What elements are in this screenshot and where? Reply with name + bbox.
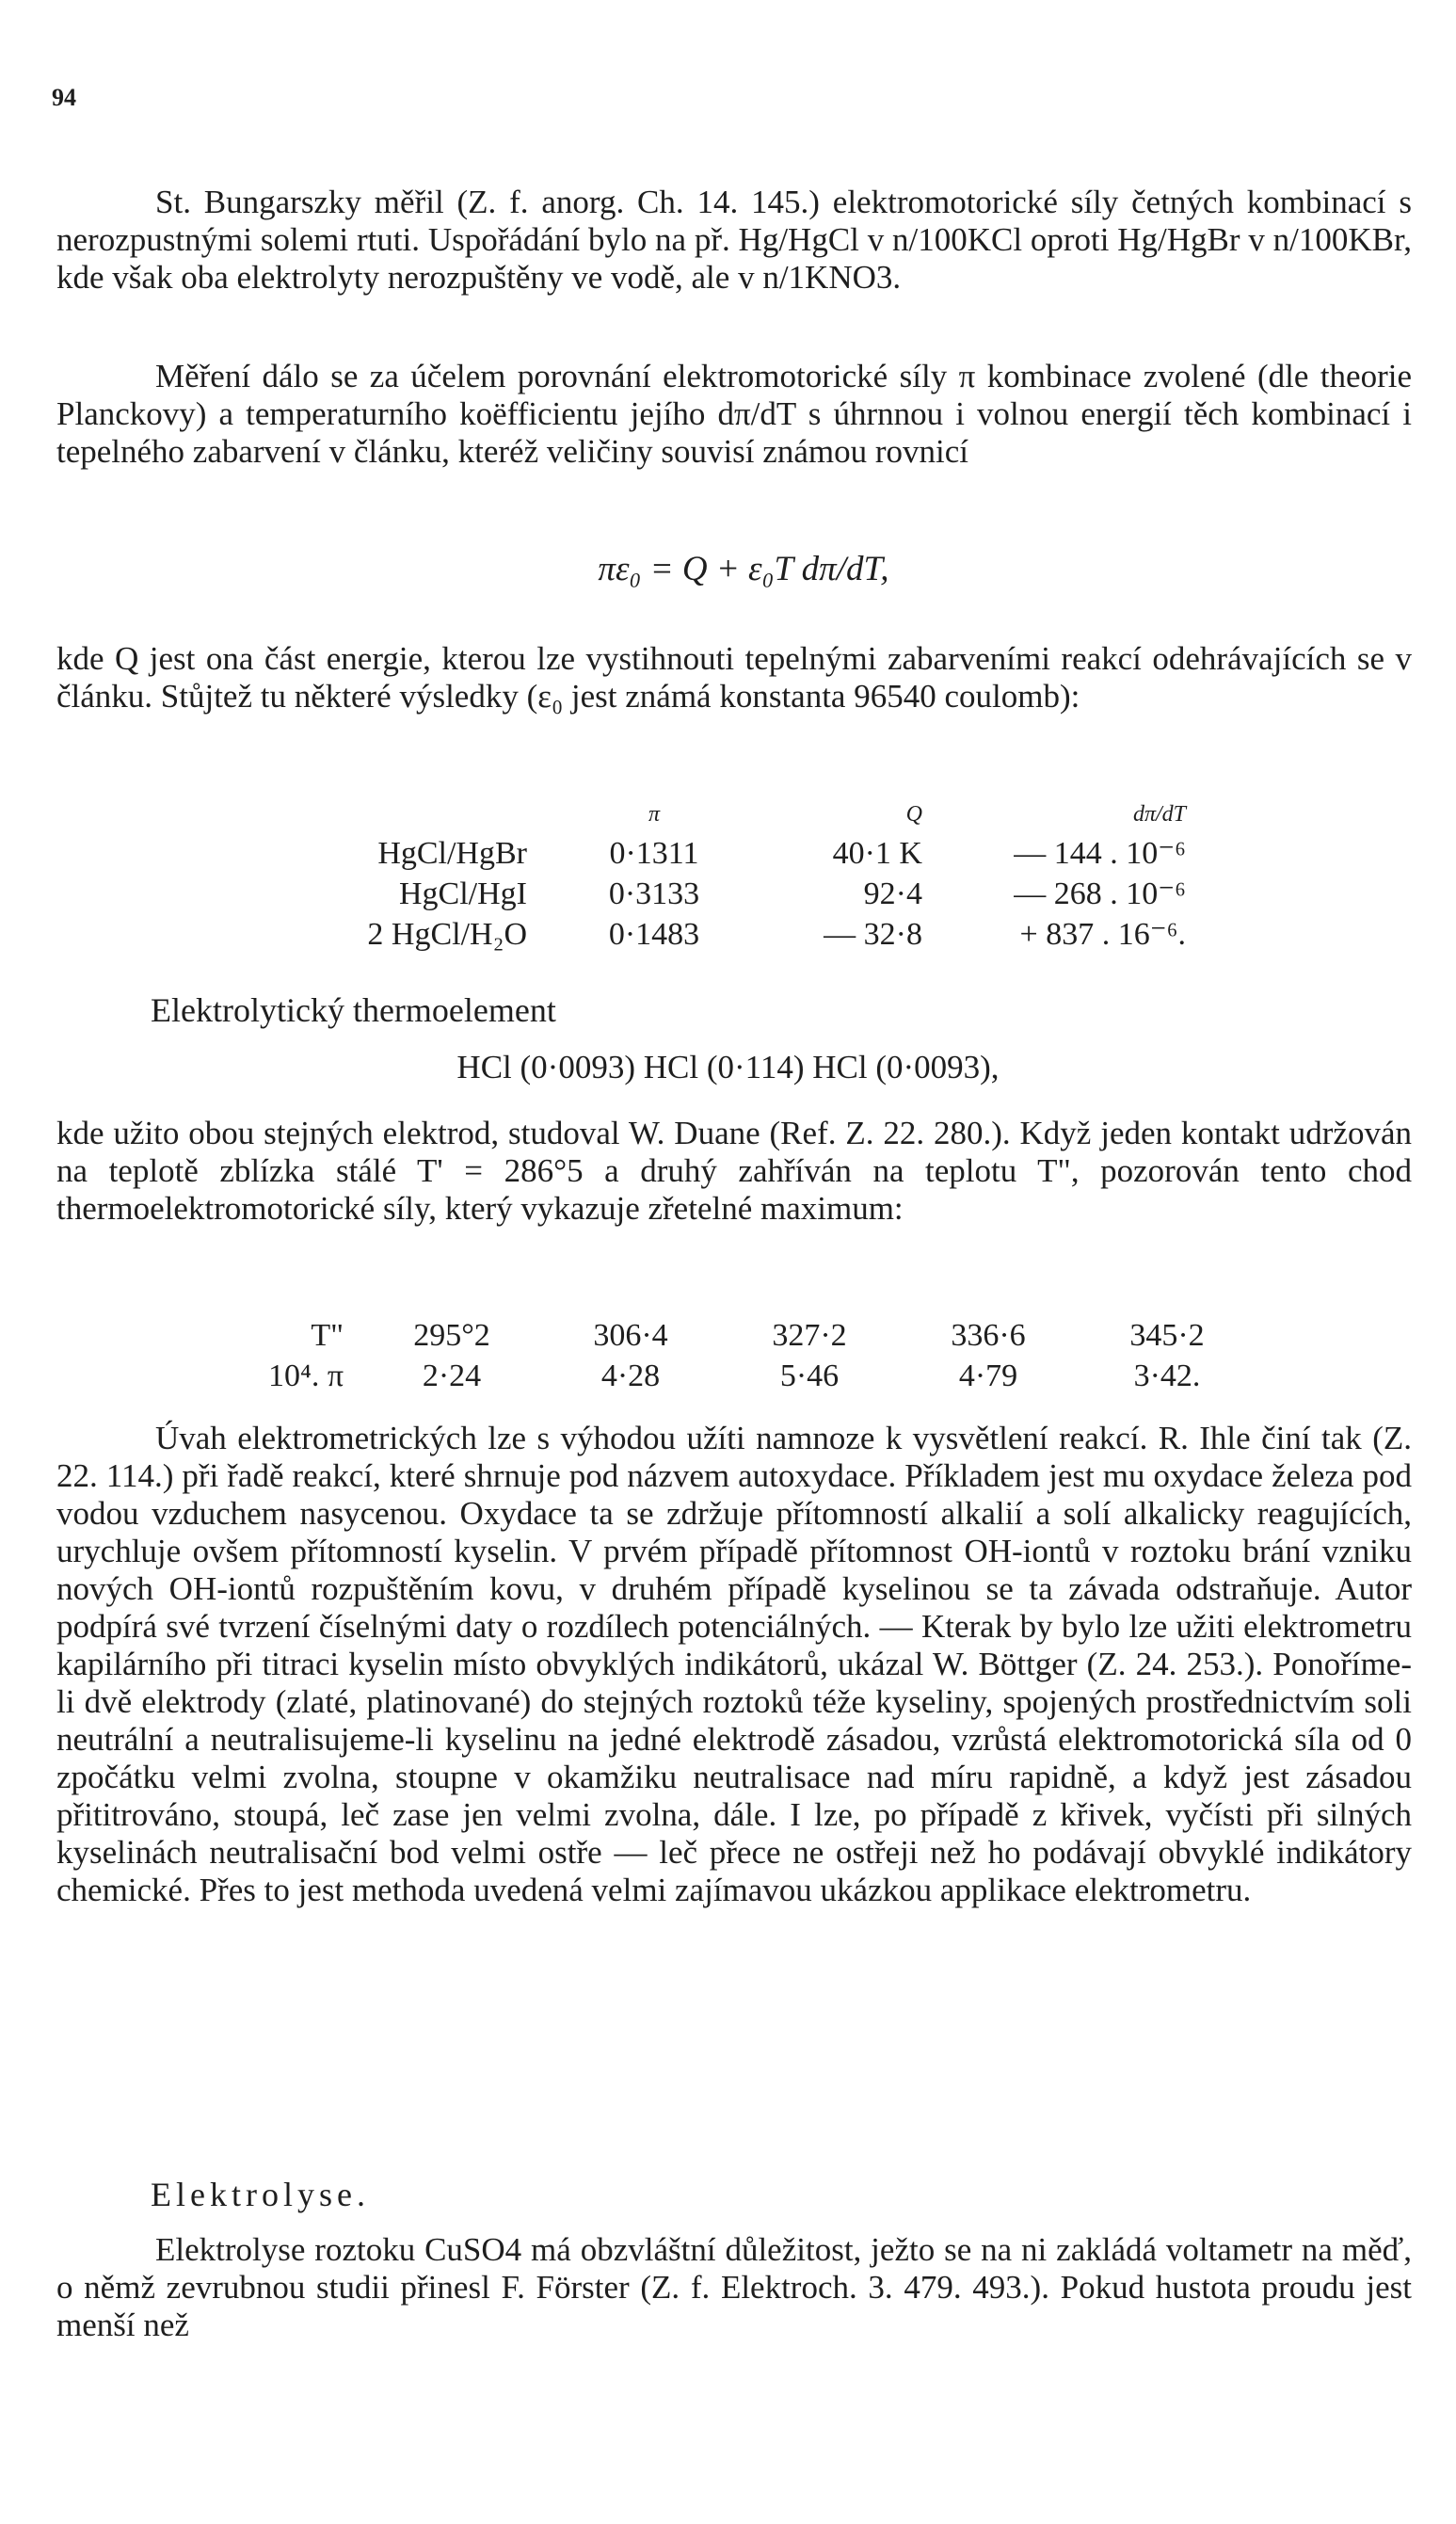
heading-elektrolyse: Elektrolyse. <box>151 2176 370 2213</box>
paragraph-results-intro: kde Q jest ona část energie, kterou lze vystihnouti tepelnými zabarveními reakcí odehrávajících se v článku. Stůjtež tu některé výsledky (ε₀ jest známá konstanta 96540 coulomb): <box>56 640 1412 715</box>
table-cell: + 837 . 16⁻⁶. <box>1019 916 1186 952</box>
thermo-table <box>240 1315 1256 1396</box>
table-cell: — 32·8 <box>824 916 922 952</box>
table-cell: 295°2 <box>413 1317 490 1353</box>
paragraph-bungarszky: St. Bungarszky měřil (Z. f. anorg. Ch. 14. 145.) elektromotorické síly četných kombinací s nerozpustnými solemi rtuti. Uspořádání bylo na př. Hg/HgCl v n/100KCl oproti Hg/HgBr v n/100KBr, kde však oba elektrolyty nerozpuštěny ve vodě, ale v n/1KNO3. <box>56 184 1412 296</box>
thermoelement-formula: HCl (0·0093) HCl (0·114) HCl (0·0093), <box>456 1049 1000 1085</box>
table-cell: — 268 . 10⁻⁶ <box>1014 876 1186 911</box>
table-cell: 0·1311 <box>609 835 699 871</box>
table-cell: 0·3133 <box>608 876 700 911</box>
header-cell <box>264 796 555 833</box>
table-cell: 345·2 <box>1129 1317 1205 1353</box>
paragraph-measurement: Měření dálo se za účelem porovnání elektromotorické síly π kombinace zvolené (dle theorie Planckovy) a temperaturního koëfficientu jejího dπ/dT s úhrnnou i volnou energií těch kombinací i tepelného zabarvení v článku, kteréž veličiny souvisí známou rovnicí <box>56 358 1412 470</box>
table-cell: 306·4 <box>593 1317 668 1353</box>
heading-thermoelement: Elektrolytický thermoelement <box>151 991 556 1029</box>
results-table-header <box>264 796 1186 833</box>
table-row <box>264 833 1186 874</box>
paragraph-cuso4: Elektrolyse roztoku CuSO4 má obzvláštní důležitost, ježto se na ni zakládá voltametr na měď, o němž zevrubnou studii přinesl F. Förster (Z. f. Elektroch. 3. 479. 493.). Pokud hustota proudu jest menší než <box>56 2231 1412 2343</box>
table-cell: HgCl/HgBr <box>377 835 527 871</box>
table-cell: 4·28 <box>600 1358 661 1393</box>
page-number: 94 <box>52 84 76 111</box>
table-cell: 2·24 <box>422 1358 482 1393</box>
table-cell: HgCl/HgI <box>399 876 527 911</box>
results-table <box>264 796 1186 955</box>
paragraph-electrometric: Úvah elektrometrických lze s výhodou užíti namnoze k vysvětlení reakcí. R. Ihle činí tak (Z. 22. 114.) při řadě reakcí, které shrnuje pod názvem autoxydace. Příkladem jest mu oxydace železa pod vodou vzduchem nasycenou. Oxydace ta se zdržuje přítomností alkalií a solí alkalicky reagujících, urychluje ovšem přítomností kyselin. V prvém případě přítomnost OH-iontů v roztoku brání vzniku nových OH-iontů rozpuštěním kovu, v druhém případě kyselinou se ta závada odstraňuje. Autor podpírá své tvrzení číselnými daty o rozdílech potenciálných. — Kterak by bylo lze užiti elektrometru kapilárního při titraci kyselin místo obvyklých indikátorů, ukázal W. Böttger (Z. 24. 253.). Ponoříme-li dvě elektrody (zlaté, platinované) do stejných roztoků téže kyseliny, spojených prostřednictvím soli neutrální a neutralisujeme-li kyselinu na jedné elektrodě zásadou, vzrůstá elektromotorická síla od 0 zpočátku velmi zvolna, stoupne v okamžiku neutralisace nad míru rapidně, a když jest zásadou přititrováno, stoupá, leč zase jen velmi zvolna, dále. I lze, po případě z křivek, vyčísti při silných kyselinách neutralisační bod velmi ostře — leč přece ne ostřeji než ho podávají obvyklé indikátory chemické. Přes to jest methoda uvedená velmi zajímavou ukázkou applikace elektrometru. <box>56 1420 1412 1908</box>
table-row <box>264 914 1186 955</box>
header-cell: Q <box>905 802 922 827</box>
row-label: T" <box>311 1317 344 1353</box>
header-cell: π <box>648 802 661 827</box>
table-cell: — 144 . 10⁻⁶ <box>1014 835 1186 871</box>
table-cell: 92·4 <box>863 876 922 911</box>
table-row <box>240 1315 1256 1356</box>
table-row <box>240 1356 1256 1396</box>
table-cell: 0·1483 <box>608 916 700 952</box>
table-cell: 327·2 <box>772 1317 847 1353</box>
table-cell: 2 HgCl/H₂O <box>367 916 527 952</box>
planck-equation: πε₀ = Q + ε₀T dπ/dT, <box>598 550 889 588</box>
table-cell: 4·79 <box>958 1358 1018 1393</box>
table-cell: 40·1 K <box>832 835 922 871</box>
paragraph-duane: kde užito obou stejných elektrod, studoval W. Duane (Ref. Z. 22. 280.). Když jeden kontakt udržován na teplotě zblízka stálé T' = 286°5 a druhý zahříván na teplotu T", pozorován tento chod thermoelektromotorické síly, který vykazuje zřetelné maximum: <box>56 1115 1412 1227</box>
table-cell: 336·6 <box>951 1317 1026 1353</box>
header-cell: dπ/dT <box>1132 802 1186 827</box>
row-label: 10⁴. π <box>267 1358 344 1393</box>
table-cell: 3·42. <box>1133 1358 1201 1393</box>
table-cell: 5·46 <box>779 1358 840 1393</box>
table-row <box>264 874 1186 914</box>
